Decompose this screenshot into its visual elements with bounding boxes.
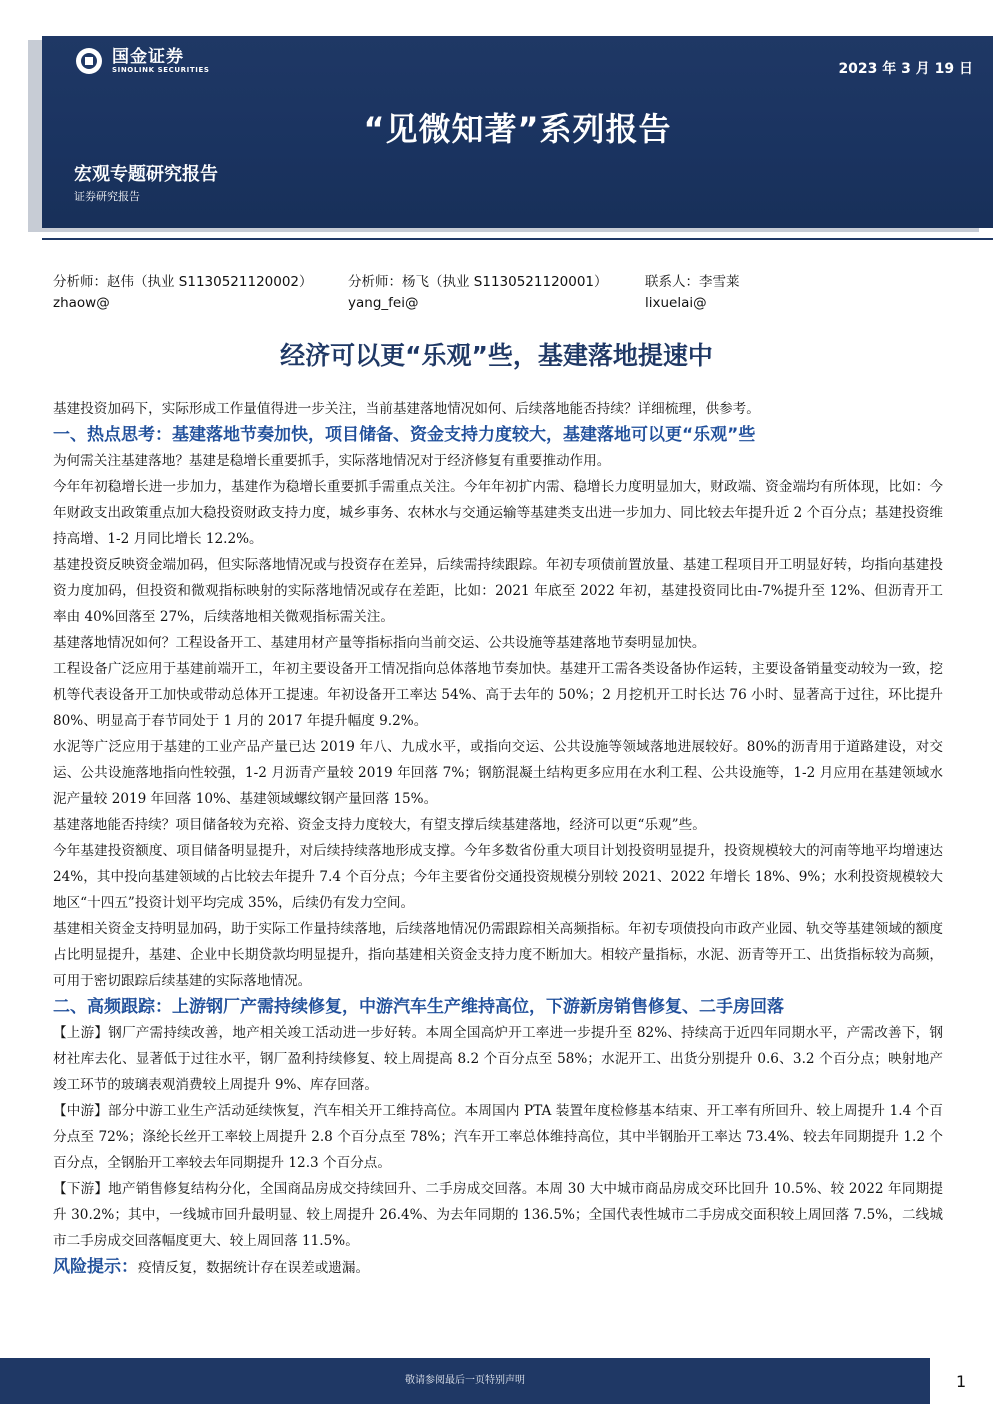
report-headline: 经济可以更“乐观”些，基建落地提速中	[280, 341, 713, 370]
section2-paragraph-upstream: 【上游】钢厂产需持续改善，地产相关竣工活动进一步好转。本周全国高炉开工率进一步提升至 82%、持续高于近四年同期水平，产需改善下，钢材社库去化、显著低于过往水平，钢厂盈利持续修复、较上周提高 8.2 个百分点至 58%；水泥开工、出货分别提升 0.6、3.2 个百分点；映射地产竣工环节的玻璃表观消费较上周提升 9%、库存回落。	[53, 1025, 943, 1093]
contact-name: 联系人：李雪莱	[645, 274, 740, 290]
risk-label: 风险提示：	[53, 1257, 138, 1277]
intro-paragraph: 基建投资加码下，实际形成工作量值得进一步关注，当前基建落地情况如何、后续落地能否持续？详细梳理，供参考。	[53, 401, 760, 417]
sinolink-logo-icon	[74, 46, 104, 76]
report-type: 宏观专题研究报告	[74, 164, 218, 185]
header-divider	[42, 238, 993, 240]
page-number: 1	[956, 1372, 967, 1391]
section1-paragraph: 基建落地情况如何？工程设备开工、基建用材产量等指标指向当前交运、公共设施等基建落地节奏明显加快。	[53, 635, 706, 651]
section1-paragraph: 基建落地能否持续？项目储备较为充裕、资金支持力度较大，有望支撑后续基建落地，经济可以更“乐观”些。	[53, 817, 706, 833]
risk-text: 疫情反复，数据统计存在误差或遗漏。	[138, 1260, 370, 1276]
section1-paragraph: 工程设备广泛应用于基建前端开工，年初主要设备开工情况指向总体落地节奏加快。基建开工需各类设备协作运转，主要设备销量变动较为一致，挖机等代表设备开工加快或带动总体开工提速。年初设备开工率达 54%、高于去年的 50%；2 月挖机开工时长达 76 小时、显著高于过往，环比提升 80%、明显高于春节同处于 1 月的 2017 年提升幅度 9.2%。	[53, 661, 943, 729]
analyst-name: 分析师：赵伟（执业 S1130521120002）	[53, 274, 313, 290]
series-title: “见微知著”系列报告	[363, 110, 672, 148]
analyst-zhao-wei	[53, 272, 313, 314]
analyst-email[interactable]: zhaow@	[53, 295, 110, 311]
section1-paragraph: 基建投资反映资金端加码，但实际落地情况或与投资存在差异，后续需持续跟踪。年初专项债前置放量、基建工程项目开工明显好转，均指向基建投资力度加码，但投资和微观指标映射的实际落地情况或存在差距，比如：2021 年底至 2022 年初，基建投资同比由-7%提升至 12%、但沥青开工率由 40%回落至 27%，后续落地相关微观指标需关注。	[53, 557, 943, 625]
report-subtype: 证券研究报告	[74, 190, 140, 203]
section2-paragraph-midstream: 【中游】部分中游工业生产活动延续恢复，汽车相关开工维持高位。本周国内 PTA 装置年度检修基本结束、开工率有所回升、较上周提升 1.4 个百分点至 72%；涤纶长丝开工率较上周提升 2.8 个百分点至 78%；汽车开工率总体维持高位，其中半钢胎开工率达 73.4%、较去年同期提升 1.2 个百分点，全钢胎开工率较去年同期提升 12.3 个百分点。	[53, 1103, 943, 1171]
contact-li-xuelai	[645, 272, 740, 314]
section-heading-high-frequency: 二、高频跟踪：上游钢厂产需持续修复，中游汽车生产维持高位，下游新房销售修复、二手房回落	[53, 997, 784, 1017]
report-body	[53, 396, 943, 1281]
analyst-email[interactable]: yang_fei@	[348, 295, 419, 311]
header-banner	[42, 36, 993, 228]
company-logo	[74, 46, 209, 76]
analyst-yang-fei	[348, 272, 608, 314]
section1-paragraph: 为何需关注基建落地？基建是稳增长重要抓手，实际落地情况对于经济修复有重要推动作用。	[53, 453, 611, 469]
section1-paragraph: 基建相关资金支持明显加码，助于实际工作量持续落地，后续落地情况仍需跟踪相关高频指标。年初专项债投向市政产业园、轨交等基建领域的额度占比明显提升，基建、企业中长期贷款均明显提升，指向基建相关资金支持力度不断加大。相较产量指标，水泥、沥青等开工、出货指标较为高频，可用于密切跟踪后续基建的实际落地情况。	[53, 921, 943, 989]
analyst-name: 分析师：杨飞（执业 S1130521120001）	[348, 274, 608, 290]
footer-notice: 敬请参阅最后一页特别声明	[405, 1375, 525, 1386]
section1-paragraph: 水泥等广泛应用于基建的工业产品产量已达 2019 年八、九成水平，或指向交运、公共设施等领域落地进展较好。80%的沥青用于道路建设，对交运、公共设施落地指向性较强，1-2 月沥青产量较 2019 年回落 7%；钢筋混凝土结构更多应用在水利工程、公共设施等，1-2 月应用在基建领域水泥产量较 2019 年回落 10%、基建领域螺纹钢产量回落 15%。	[53, 739, 943, 807]
section2-paragraph-downstream: 【下游】地产销售修复结构分化，全国商品房成交持续回升、二手房成交回落。本周 30 大中城市商品房成交环比回升 10.5%、较 2022 年同期提升 30.2%；其中，一线城市回升最明显、较上周提升 26.4%、为去年同期的 136.5%；全国代表性城市二手房成交面积较上周回落 7.5%，二线城市二手房成交回落幅度更大、较上周回落 11.5%。	[53, 1181, 943, 1249]
report-date: 2023 年 3 月 19 日	[838, 61, 973, 77]
contact-email[interactable]: lixuelai@	[645, 295, 707, 311]
section1-paragraph: 今年基建投资额度、项目储备明显提升，对后续持续落地形成支撑。今年多数省份重大项目计划投资明显提升，投资规模较大的河南等地平均增速达 24%，其中投向基建领域的占比较去年提升 7.4 个百分点；今年主要省份交通投资规模分别较 2021、2022 年增长 18%、9%；水利投资规模较大地区“十四五”投资计划平均完成 35%，后续仍有发力空间。	[53, 843, 943, 911]
logo-chinese-name: 国金证券	[112, 46, 184, 67]
logo-english-name: SINOLINK SECURITIES	[112, 65, 210, 74]
section-heading-hot-topic: 一、热点思考：基建落地节奏加快，项目储备、资金支持力度较大，基建落地可以更“乐观”些	[53, 425, 756, 445]
risk-warning	[53, 1254, 943, 1281]
section1-paragraph: 今年年初稳增长进一步加力，基建作为稳增长重要抓手需重点关注。今年年初扩内需、稳增长力度明显加大，财政端、资金端均有所体现，比如：今年财政支出政策重点加大稳投资财政支持力度，城乡事务、农林水与交通运输等基建类支出进一步加力、同比较去年提升近 2 个百分点；基建投资维持高增、1-2 月同比增长 12.2%。	[53, 479, 943, 547]
